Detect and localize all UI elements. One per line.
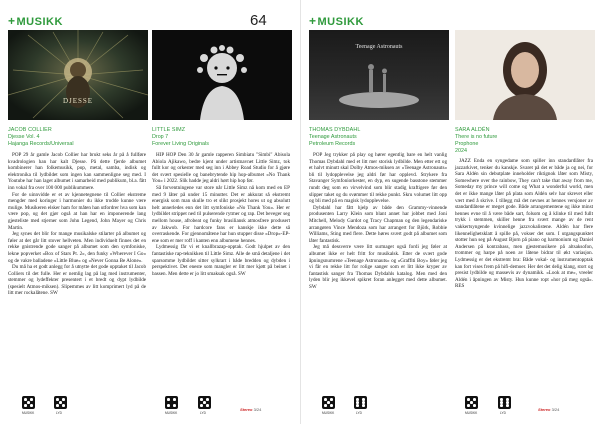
section-header [8, 14, 63, 28]
dice-rating-icon [165, 396, 178, 409]
cover-title: Teenage Astronauts [355, 44, 403, 50]
cover-title: DJESSE [62, 97, 94, 105]
review-body [455, 158, 593, 290]
dice-rating-icon [22, 396, 35, 409]
dice-label-lyd: LYD [200, 411, 206, 415]
record-label: Forever Living Originals [152, 141, 209, 147]
section-plus: + [8, 14, 16, 28]
review-paragraph: POP Jeg trykker på play og hører egentlig bare en helt vanlig Thomas Dybdahl med et litt mer storisk lydbilde. Men etter ett og et halvt minutt skal Dolby Atmos-miksen av «Teenage Astronauts» bli til lydopplevelse jeg aldri før har opplevd. Strykere fra Stavanger Symfoniorkester, en dyp, en sugende basstone stemmer rundt deg som en virvelvind som blir stadig kraftigere før den slipper taket og du svømmer til rekke punkt. Skru volumet litt opp og bli med på en magisk lydopplevelse. [309, 152, 447, 205]
review-meta [8, 127, 74, 148]
review-paragraph: Så forventningene var store når Little Simz nå kom med en EP med 9 låter på under 15 minutter. Det er akkurat så ekstremt energisk som man skulle tro et slikt prosjekt hores ut og absolutt helt annerledes enn det litt symfoniske «No Thank You». Her er lydbildet strippet ned til pulserende rytmer og rap. Det beveger seg mellom house, afrobeat og funky brasiliansk atmosfære produsert av Jakwob. For hardcore fans er kanskje ikke dette så overraskende. For gjennomåtene har hun stupper disse «Drop»-EP-ene som er mer roff i kanten enn albumene hennes. [152, 184, 290, 244]
review-meta [309, 127, 360, 148]
album-cover-there-is-no-future [455, 30, 595, 120]
album-cover-art [455, 30, 595, 120]
release-year: 2024 [455, 148, 467, 154]
artist-name: JACOB COLLIER [8, 127, 52, 133]
record-label: Prophone [455, 141, 479, 147]
dice-rating-icon [198, 396, 211, 409]
review-paragraph: POP 29 år gamle Jacob Collier har brukt seks år på å fullføre kvadrologien han har kalt Djesse. På dette fjerde albumet kombinerer han folkemusikk, pop, metal, samba, indisk og elektronika til lydbildet som ingen kan sammenligne seg med. I Youtube har han laget albumet i samarbeid med publikum, bl.a. fått inn vokal fra over 100 000 publikummere. [8, 152, 146, 191]
album-cover-art [152, 30, 292, 120]
issue-number: 3/24 [253, 407, 262, 412]
album-cover-drop7 [152, 30, 292, 120]
dice-label: MUSIKK [22, 411, 35, 415]
review-paragraph: Lydmessig får vi et knallbrazap-opptak. Godt hjulpet av den fantastiske rap-teknikken til Little Simz. Alle de små detaljene i det sparsomme lydbildet sitter sylkrart i både bredden og dybden i perspektivet. Det eneste som mangler er litt mer kjøtt på beinet i bassen. Men dette er jo litt smaksak også. SW [152, 244, 290, 277]
album-cover-teenage-astronauts [309, 30, 449, 120]
page-number: 64 [250, 12, 267, 29]
dice-rating-icon [465, 396, 478, 409]
review-paragraph: Jeg synes det blir for mange musikalske stilarter på albumet og føler at det går litt stover hellveten. Men individuelt finnes det en rekke gnistrende gode sanger på albumet som den symfoniske, lekne popverket «Box of Stars Pt. 2», den funky «Wherever I Go» og de vakre balladene «Little Blue» og «Never Gonna Be Alone». [8, 231, 146, 264]
review-paragraph: Jeg må dessverre være litt surmaget også fordi jeg føler at albumet ikke er helt fritt for musikalsk. Etter de svært gode åpningsnumrene «Teenage Astronauts» og «Graffiti Boy» føler jeg vi får en rekke litt for rolige sanger som er litt ikke kryper av fantastisk sanger fra Thomas Dybdahls katalog. Men med den lyden blir jeg ikkevel spikret foran anlegget med dette albumet. SW [309, 244, 447, 290]
review-meta [152, 127, 209, 148]
review-body [152, 152, 290, 277]
review-paragraph: HIP HOP Den 30 år gamle rapperen Simbiatu "Simbi" Abisola Abiola Ajikawo, bedre kjent under artistnavnet Little Simz, tok fullt kor og orkester med seg inn i Abbey Road Studio for å gjøre det svært spesielle og banebrytende hip hop-albumet «No Thank You» i 2022. Slik hadde jeg aldri hørt hip hop før. [152, 152, 290, 185]
section-label: MUSIKK [317, 16, 364, 28]
album-title: There is no future [455, 134, 498, 140]
page-footer [240, 407, 261, 412]
section-label: MUSIKK [16, 16, 63, 28]
review-paragraph: For de uinnvidde er et av kjennetegnene til Collier ekstreme mengder med koringer i harmonier du ikke trodde kunne være mulige. Musikeren elsker ham for måten han utfordrer hva som kan være pop, og det gjør også at han har en imponerende lang gjesteliste med stjerner som John Legend, John Mayer og Chris Martin. [8, 191, 146, 231]
artist-name: LITTLE SIMZ [152, 127, 186, 133]
record-label: Petroleum Records [309, 141, 356, 147]
review-paragraph: JAZZ Enda en syngedame som spiller inn standardlåter fra jazzarkivet, tenker du kanskje. Svaret på det er både ja og nei, for Sara Aldén sin debutplate inneholder riktignok låter som Misty, Somewhere over the rainbow, They can't take that away from me, Someday my prince will come og What a wonderful world, men det er ikke mange låter på plata som Aldén selv har skrevet eller vært med å skrive. I tillegg må det nevnes at hennes versjoner av standardlåtene er meget gode. Både arrangementene og ikke minst hennes evne til å være både sart, folsom og å klinke til med fullt trykk i stemmen, skiller henne fra svært mange av de rent vakkertsyngende kvinnelige jazzvokalistene. Aldén har flere likennelighetsklatt å spille på, vokser det som. I utgangspunktet stotter hun seg på August Bjorn på piano og harmonium og Daniel Andersen på kontrabass, men gjestemusikere på altsaksofon, trommer og harpe på noen av låtene bidrar til økt variasjon. Lydmessig er det ekstremt bra: Både vokal- og instrumentopptak kan fort vises frem på hifi-demoer. Her det det delig klang, stort og presist lydbilde og massevis av dynamikk. «Look at me», vreeler Aldén i åpningen av Misty. Hun kunne ropt «hor på meg også». RES [455, 158, 593, 290]
dice-rating-icon [54, 396, 67, 409]
right-page [300, 0, 600, 424]
review-body [309, 152, 447, 290]
dice-label-lyd: LYD [500, 411, 506, 415]
record-label: Hajanga Records/Universal [8, 141, 74, 147]
review-meta [455, 127, 497, 155]
section-header [309, 14, 364, 28]
album-title: Drop 7 [152, 134, 169, 140]
dice-label-lyd: LYD [56, 411, 62, 415]
album-cover-djesse [8, 30, 148, 120]
album-title: Djesse Vol. 4 [8, 134, 40, 140]
dice-label: MUSIKK [165, 411, 178, 415]
dice-rating-icon [322, 396, 335, 409]
album-cover-art [309, 30, 449, 120]
brand-logo: Stereo [240, 407, 253, 412]
section-plus: + [309, 14, 317, 28]
dice-label: MUSIKK [465, 411, 478, 415]
dice-label: MUSIKK [322, 411, 335, 415]
dice-rating-icon [498, 396, 511, 409]
review-body [8, 152, 146, 297]
dice-rating-icon [354, 396, 367, 409]
review-paragraph: Du må ha et godt anlegg for å utnytte det gode opptaket til Jacob Colliers til det fulle. Her er nemlig lag på lag med instrumenter, stemmer og lydeffekter presentert i et bredt og dypt lydbilde (spesielt Atmos-miksen). Slipemmes av litt komprimert lyd på de litt mer rockalåtene. SW [8, 264, 146, 297]
page-footer [538, 407, 559, 412]
issue-number: 3/24 [551, 407, 560, 412]
album-title: Teenage Astronauts [309, 134, 357, 140]
album-cover-art [8, 30, 148, 120]
artist-name: THOMAS DYBDAHL [309, 127, 361, 133]
dice-label-lyd: LYD [356, 411, 362, 415]
artist-name: SARA ALDÉN [455, 127, 490, 133]
review-paragraph: Dybdahl har fått hjelp av både den Grammy-vinnende produsenten Larry Klein som blant annet har jobbet med Joni Mitchell, Melody Gardot og Tracy Chapman og den legendariske arrangøren Vince Mendoza som har arrangert for Björk, Robbie Williams, Sting med flere. Dette høres svært godt på albumet som låter fantastisk. [309, 204, 447, 244]
brand-logo: Stereo [538, 407, 551, 412]
